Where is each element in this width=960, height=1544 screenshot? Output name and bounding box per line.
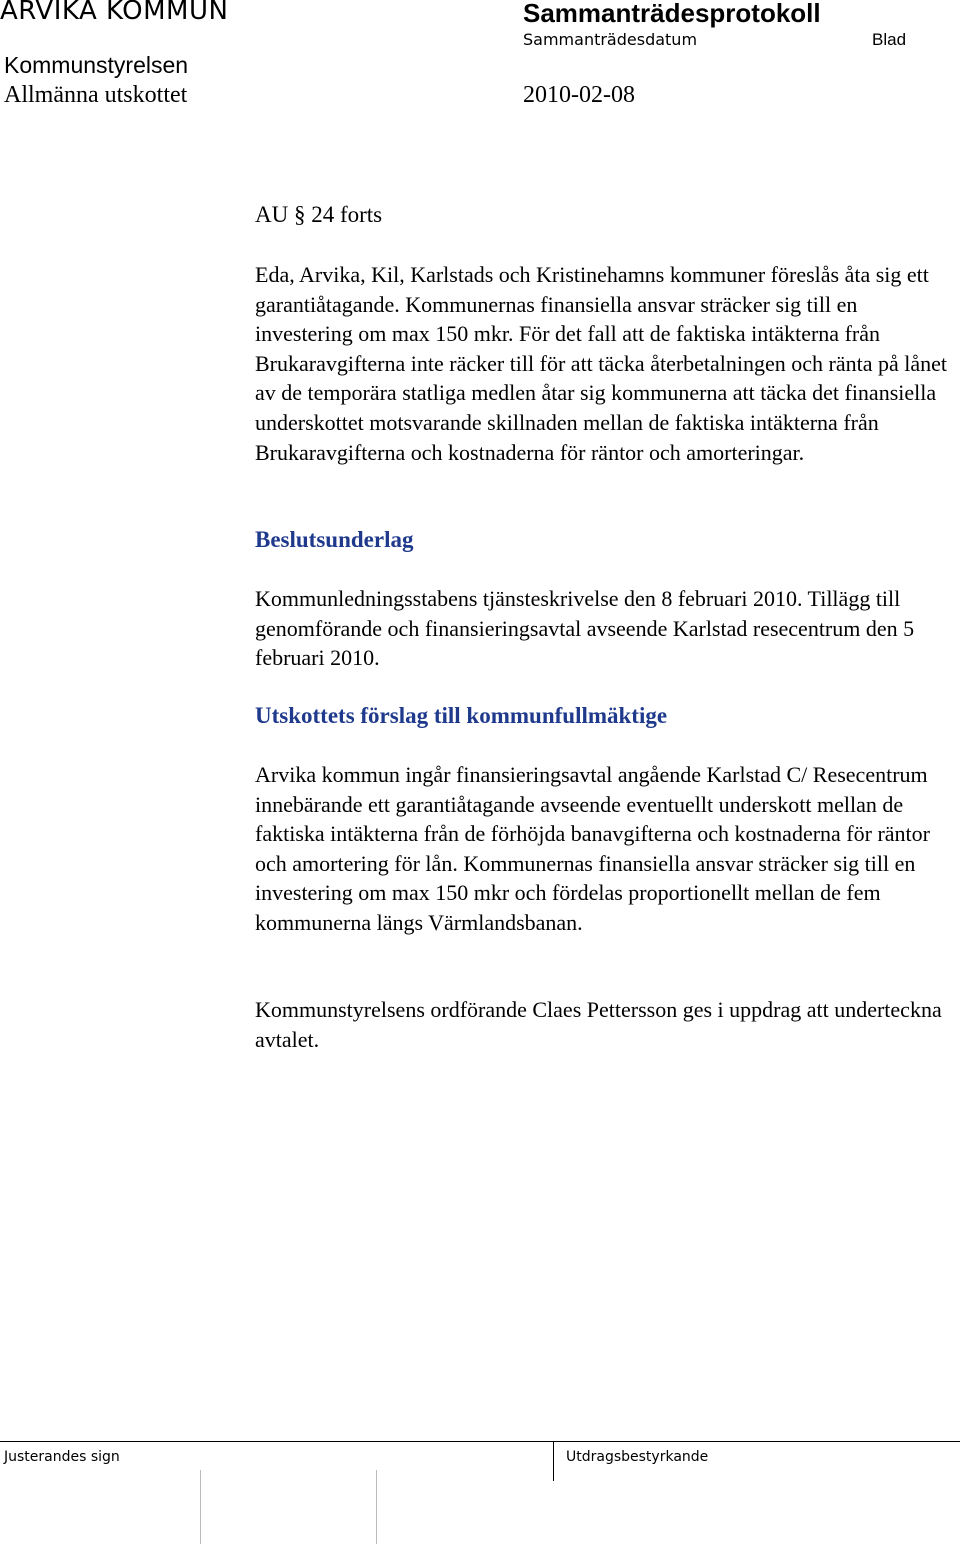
signature-box-divider (200, 1470, 201, 1544)
heading-decision-basis: Beslutsunderlag (255, 527, 414, 552)
committee-name: Allmänna utskottet (4, 82, 188, 108)
sheet-label: Blad (872, 30, 907, 49)
meeting-date: 2010-02-08 (523, 82, 635, 108)
heading-committee-proposal: Utskottets förslag till kommunfullmäktige (255, 703, 668, 728)
footer-rule (0, 1441, 960, 1442)
footer-divider (553, 1441, 554, 1481)
signature-box-divider (376, 1470, 377, 1544)
paragraph-signing-assignment: Kommunstyrelsens ordförande Claes Pettersson ges i uppdrag att underteckna avtalet. (255, 997, 942, 1052)
organization-name: ARVIKA KOMMUN (0, 0, 229, 26)
certified-label: Utdragsbestyrkande (566, 1449, 709, 1465)
adjuster-sign-label: Justerandes sign (4, 1449, 120, 1465)
paragraph-decision-documents: Kommunledningsstabens tjänsteskrivelse den 8 februari 2010. Tillägg till genomförande och finansieringsavtal avseende Karlstad resecentrum den 5 februari 2010. (255, 586, 915, 671)
document-title: Sammanträdesprotokoll (523, 0, 821, 28)
paragraph-proposal: Arvika kommun ingår finansieringsavtal angående Karlstad C/ Resecentrum innebärande ett garantiåtagande avseende eventuellt underskott mellan de faktiska intäkterna från de förhöjda banavgifterna och kostnaderna för räntor och amortering för lån. Kommunernas finansiella ansvar sträcker sig till en investering om max 150 mkr och fördelas proportionellt mellan de fem kommunerna längs Värmlandsbanan. (255, 762, 930, 935)
meeting-date-label: Sammanträdesdatum (523, 30, 698, 49)
body-name: Kommunstyrelsen (4, 52, 189, 78)
section-identifier: AU § 24 forts (255, 202, 383, 227)
paragraph-guarantee-commitment: Eda, Arvika, Kil, Karlstads och Kristinehamns kommuner föreslås åta sig ett garantiåtagande. Kommunernas finansiella ansvar sträcker sig till en investering om max 150 mkr. För det fall att de faktiska intäkterna från Brukaravgifterna inte räcker till för att täcka återbetalningen och ränta på lånet av de temporära statliga medlen åtar sig kommunerna att täcka det finansiella underskottet motsvarande skillnaden mellan de faktiska intäkterna från Brukaravgifterna och kostnaderna för räntor och amorteringar. (255, 262, 948, 465)
